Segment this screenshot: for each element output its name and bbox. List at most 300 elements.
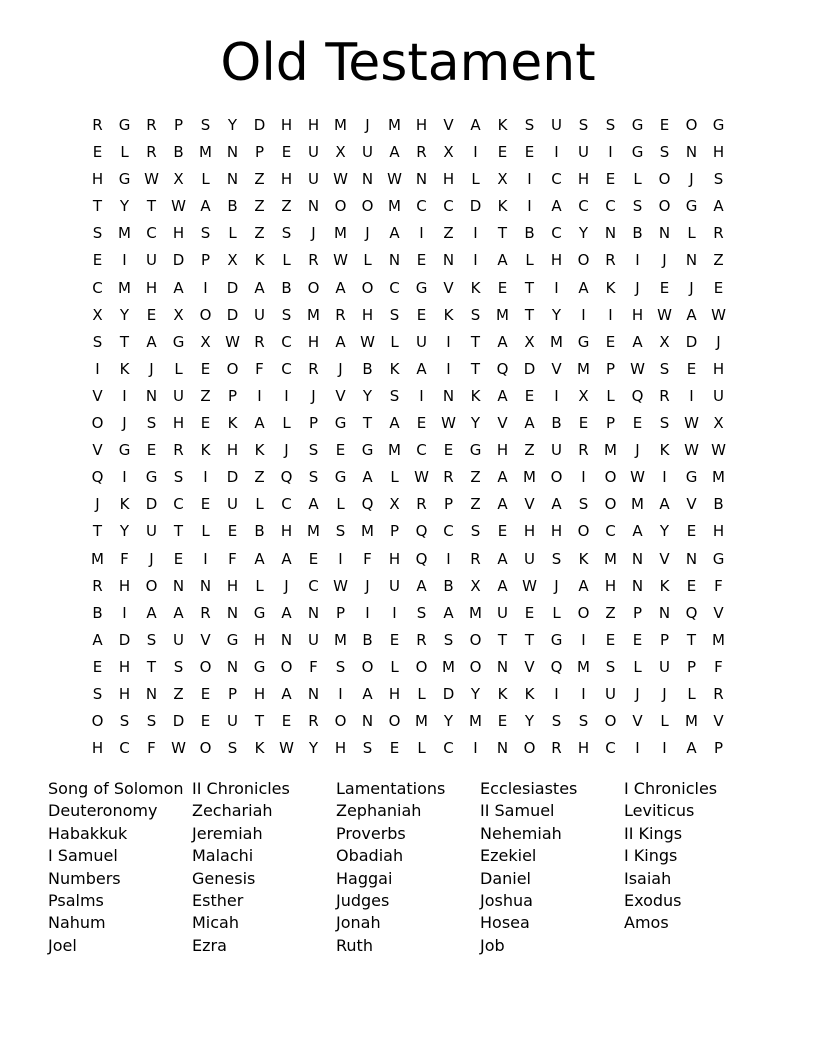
grid-letter: L: [255, 576, 264, 595]
grid-letter: U: [578, 143, 589, 162]
grid-letter: C: [605, 197, 616, 216]
grid-letter: A: [281, 684, 292, 703]
grid-letter: W: [414, 468, 429, 487]
grid-letter: C: [551, 170, 562, 189]
grid-letter: R: [605, 251, 616, 270]
grid-row: [84, 302, 732, 329]
grid-letter: I: [203, 468, 208, 487]
grid-letter: A: [173, 603, 184, 622]
grid-letter: U: [362, 143, 373, 162]
grid-letter: T: [470, 359, 481, 378]
grid-letter: X: [389, 495, 400, 514]
grid-letter: B: [551, 414, 562, 433]
grid-letter: E: [389, 739, 400, 758]
grid-letter: I: [554, 386, 559, 405]
word-list-item: Song of Solomon: [48, 779, 184, 798]
grid-row: [84, 546, 732, 573]
grid-letter: A: [92, 630, 103, 649]
grid-row: [84, 112, 732, 139]
grid-letter: V: [524, 495, 535, 514]
grid-letter: R: [308, 359, 319, 378]
word-list-item: Proverbs: [336, 823, 406, 843]
grid-row: [84, 437, 732, 464]
grid-letter: T: [92, 522, 103, 541]
grid-letter: E: [200, 359, 211, 378]
grid-letter: N: [226, 170, 239, 189]
grid-letter: J: [662, 684, 667, 703]
grid-letter: K: [254, 251, 265, 270]
word-list-item: Amos: [624, 913, 669, 933]
grid-letter: S: [173, 468, 184, 487]
grid-letter: C: [146, 224, 157, 243]
grid-letter: U: [146, 522, 157, 541]
grid-letter: K: [227, 414, 238, 433]
grid-letter: E: [524, 143, 535, 162]
grid-letter: G: [253, 657, 266, 676]
grid-letter: A: [470, 116, 481, 134]
grid-letter: A: [389, 143, 400, 162]
grid-letter: E: [416, 251, 427, 270]
grid-letter: S: [443, 630, 454, 649]
grid-row: [84, 681, 732, 708]
grid-letter: X: [173, 305, 184, 324]
grid-letter: V: [713, 603, 724, 622]
grid-letter: G: [118, 116, 131, 134]
grid-letter: Z: [470, 468, 481, 487]
grid-letter: W: [171, 739, 186, 758]
grid-letter: E: [659, 116, 670, 134]
grid-letter: R: [200, 603, 211, 622]
grid-letter: D: [226, 305, 239, 324]
grid-letter: U: [308, 170, 319, 189]
grid-letter: D: [145, 495, 158, 514]
grid-letter: K: [470, 278, 481, 297]
grid-letter: O: [550, 468, 563, 487]
grid-letter: H: [253, 630, 266, 649]
grid-letter: M: [199, 143, 212, 162]
word-list-item: Exodus: [624, 891, 682, 911]
grid-letter: G: [226, 630, 239, 649]
grid-letter: V: [686, 495, 697, 514]
grid-letter: I: [446, 549, 451, 568]
grid-letter: E: [686, 522, 697, 541]
grid-letter: L: [228, 224, 237, 243]
grid-letter: H: [172, 224, 185, 243]
grid-letter: U: [551, 441, 562, 460]
grid-letter: Z: [281, 197, 292, 216]
grid-letter: L: [201, 522, 210, 541]
grid-letter: W: [333, 170, 348, 189]
grid-letter: E: [389, 630, 400, 649]
grid-letter: U: [227, 495, 238, 514]
grid-letter: V: [92, 386, 103, 405]
grid-letter: E: [416, 305, 427, 324]
grid-letter: U: [308, 630, 319, 649]
grid-letter: Y: [119, 522, 130, 541]
word-column: [48, 778, 192, 957]
word-list-item: Zephaniah: [336, 801, 422, 821]
grid-letter: U: [146, 251, 157, 270]
grid-letter: M: [550, 332, 563, 351]
grid-letter: X: [200, 332, 211, 351]
grid-letter: A: [416, 359, 427, 378]
grid-letter: G: [172, 332, 185, 351]
grid-letter: J: [284, 576, 289, 595]
grid-letter: O: [388, 712, 401, 731]
grid-letter: D: [172, 712, 185, 731]
grid-letter: N: [415, 170, 428, 189]
grid-letter: T: [686, 630, 697, 649]
grid-letter: P: [605, 359, 616, 378]
word-list-item: Ruth: [336, 935, 373, 955]
grid-letter: S: [146, 630, 157, 649]
grid-letter: L: [660, 712, 669, 731]
grid-letter: G: [631, 143, 644, 162]
grid-letter: H: [118, 684, 131, 703]
grid-letter: L: [417, 684, 426, 703]
grid-letter: N: [307, 684, 320, 703]
grid-letter: K: [254, 441, 265, 460]
grid-letter: N: [226, 657, 239, 676]
grid-letter: P: [632, 603, 643, 622]
grid-letter: U: [254, 305, 265, 324]
grid-row: [84, 166, 732, 193]
grid-letter: T: [362, 414, 373, 433]
grid-letter: Z: [254, 170, 265, 189]
grid-letter: E: [200, 414, 211, 433]
grid-letter: A: [362, 468, 373, 487]
grid-letter: K: [119, 495, 130, 514]
grid-letter: I: [419, 224, 424, 243]
grid-letter: S: [281, 224, 292, 243]
grid-letter: W: [522, 576, 537, 595]
grid-letter: G: [415, 278, 428, 297]
grid-letter: Q: [496, 359, 509, 378]
grid-letter: U: [659, 657, 670, 676]
grid-letter: V: [200, 630, 211, 649]
grid-letter: J: [716, 332, 721, 351]
grid-letter: A: [281, 549, 292, 568]
word-column: [480, 778, 624, 957]
grid-letter: M: [118, 278, 131, 297]
grid-letter: O: [334, 197, 347, 216]
grid-letter: K: [659, 576, 670, 595]
grid-letter: Q: [415, 522, 428, 541]
grid-letter: A: [632, 332, 643, 351]
grid-letter: S: [92, 224, 103, 243]
grid-letter: I: [581, 468, 586, 487]
grid-letter: H: [118, 576, 131, 595]
grid-letter: H: [91, 170, 104, 189]
grid-letter: S: [605, 657, 616, 676]
word-list-item: I Chronicles: [624, 779, 718, 798]
grid-letter: I: [608, 305, 613, 324]
word-list-item: I Kings: [624, 846, 678, 866]
grid-letter: E: [605, 170, 616, 189]
grid-letter: K: [497, 116, 508, 134]
grid-letter: I: [122, 386, 127, 405]
grid-letter: H: [577, 170, 590, 189]
grid-letter: P: [227, 684, 238, 703]
grid-letter: N: [658, 224, 671, 243]
grid-letter: W: [711, 305, 726, 324]
word-list-item: Ezekiel: [480, 846, 537, 866]
grid-letter: N: [307, 603, 320, 622]
grid-letter: Y: [443, 712, 454, 731]
grid-letter: X: [524, 332, 535, 351]
grid-letter: V: [92, 441, 103, 460]
grid-letter: M: [334, 116, 347, 134]
grid-letter: D: [118, 630, 131, 649]
grid-letter: G: [685, 197, 698, 216]
grid-letter: X: [227, 251, 238, 270]
grid-letter: I: [581, 630, 586, 649]
grid-letter: H: [280, 522, 293, 541]
grid-letter: N: [631, 549, 644, 568]
grid-letter: V: [497, 414, 508, 433]
grid-letter: N: [361, 170, 374, 189]
grid-letter: O: [523, 739, 536, 758]
grid-letter: M: [442, 657, 455, 676]
grid-letter: J: [149, 549, 154, 568]
grid-letter: Z: [443, 224, 454, 243]
grid-letter: I: [581, 684, 586, 703]
word-list-item: Ecclesiastes: [480, 779, 578, 798]
grid-letter: C: [578, 197, 589, 216]
grid-letter: A: [578, 576, 589, 595]
grid-letter: G: [253, 603, 266, 622]
grid-letter: D: [253, 116, 266, 134]
grid-letter: A: [713, 197, 724, 216]
grid-letter: L: [282, 414, 291, 433]
grid-letter: U: [173, 386, 184, 405]
grid-letter: C: [443, 522, 454, 541]
grid-letter: H: [145, 278, 158, 297]
grid-letter: A: [362, 684, 373, 703]
letter-grid: [84, 112, 732, 762]
grid-letter: E: [146, 441, 157, 460]
grid-letter: I: [662, 468, 667, 487]
grid-letter: V: [335, 386, 346, 405]
grid-letter: H: [334, 739, 347, 758]
grid-letter: O: [199, 657, 212, 676]
grid-letter: L: [633, 170, 642, 189]
grid-letter: X: [92, 305, 103, 324]
grid-letter: I: [203, 278, 208, 297]
grid-letter: N: [172, 576, 185, 595]
grid-letter: F: [714, 576, 723, 595]
grid-letter: Y: [578, 224, 589, 243]
grid-letter: I: [257, 386, 262, 405]
grid-letter: W: [144, 170, 159, 189]
grid-letter: H: [415, 116, 428, 134]
grid-letter: I: [527, 197, 532, 216]
grid-letter: O: [91, 712, 104, 731]
word-list-item: Jeremiah: [192, 823, 263, 843]
word-list-item: Joel: [48, 935, 77, 955]
grid-letter: E: [308, 549, 319, 568]
grid-letter: S: [659, 143, 670, 162]
grid-letter: J: [662, 251, 667, 270]
grid-letter: M: [577, 359, 590, 378]
grid-letter: H: [280, 116, 293, 134]
grid-letter: A: [335, 332, 346, 351]
grid-letter: A: [281, 603, 292, 622]
grid-letter: N: [631, 576, 644, 595]
grid-letter: M: [388, 441, 401, 460]
grid-letter: K: [443, 305, 454, 324]
grid-letter: Y: [659, 522, 670, 541]
grid-letter: I: [365, 603, 370, 622]
grid-letter: D: [226, 468, 239, 487]
word-list-item: Genesis: [192, 868, 256, 888]
grid-letter: C: [551, 224, 562, 243]
grid-letter: H: [307, 116, 320, 134]
grid-letter: C: [119, 739, 130, 758]
grid-letter: T: [524, 630, 535, 649]
grid-letter: T: [470, 332, 481, 351]
grid-letter: T: [146, 197, 157, 216]
grid-row: [84, 247, 732, 274]
grid-letter: X: [578, 386, 589, 405]
word-list-item: Habakkuk: [48, 823, 128, 843]
grid-letter: E: [686, 359, 697, 378]
grid-letter: I: [446, 332, 451, 351]
grid-letter: E: [92, 657, 103, 676]
grid-letter: S: [308, 441, 319, 460]
grid-letter: F: [309, 657, 318, 676]
grid-letter: R: [308, 712, 319, 731]
grid-letter: L: [120, 143, 129, 162]
grid-letter: O: [577, 603, 590, 622]
grid-letter: N: [226, 603, 239, 622]
grid-letter: E: [173, 549, 184, 568]
grid-letter: Y: [524, 712, 535, 731]
grid-letter: E: [686, 576, 697, 595]
grid-letter: L: [363, 251, 372, 270]
grid-letter: H: [523, 522, 536, 541]
grid-row: [84, 491, 732, 518]
grid-letter: Q: [685, 603, 698, 622]
grid-letter: T: [146, 657, 157, 676]
grid-letter: A: [659, 495, 670, 514]
grid-letter: S: [470, 522, 481, 541]
grid-letter: J: [284, 441, 289, 460]
grid-letter: C: [281, 359, 292, 378]
grid-letter: A: [146, 332, 157, 351]
grid-letter: I: [635, 739, 640, 758]
grid-letter: A: [551, 495, 562, 514]
word-list-item: Ezra: [192, 935, 227, 955]
grid-letter: I: [554, 143, 559, 162]
grid-letter: S: [92, 684, 103, 703]
grid-letter: C: [605, 522, 616, 541]
grid-letter: T: [173, 522, 184, 541]
grid-letter: A: [416, 576, 427, 595]
grid-letter: E: [659, 278, 670, 297]
grid-letter: F: [255, 359, 264, 378]
grid-letter: M: [91, 549, 104, 568]
grid-letter: A: [686, 739, 697, 758]
grid-letter: R: [335, 305, 346, 324]
grid-letter: M: [307, 522, 320, 541]
grid-letter: J: [311, 386, 316, 405]
grid-letter: D: [172, 251, 185, 270]
word-list: [48, 778, 768, 957]
grid-letter: C: [443, 739, 454, 758]
grid-letter: W: [333, 251, 348, 270]
grid-letter: E: [200, 684, 211, 703]
grid-letter: Y: [119, 305, 130, 324]
grid-letter: A: [497, 468, 508, 487]
word-list-item: II Samuel: [480, 801, 555, 821]
grid-letter: E: [92, 143, 103, 162]
grid-letter: K: [659, 441, 670, 460]
grid-letter: T: [254, 712, 265, 731]
grid-letter: I: [338, 684, 343, 703]
grid-letter: N: [145, 684, 158, 703]
grid-letter: E: [227, 522, 238, 541]
grid-letter: X: [443, 143, 454, 162]
grid-letter: R: [416, 495, 427, 514]
word-list-item: Isaiah: [624, 868, 672, 888]
grid-letter: Z: [254, 468, 265, 487]
word-list-item: Zechariah: [192, 801, 273, 821]
grid-letter: W: [387, 170, 402, 189]
grid-letter: I: [392, 603, 397, 622]
grid-letter: Y: [227, 116, 238, 134]
grid-letter: L: [417, 739, 426, 758]
grid-letter: I: [203, 549, 208, 568]
grid-letter: A: [146, 603, 157, 622]
grid-letter: W: [657, 305, 672, 324]
grid-letter: E: [200, 495, 211, 514]
grid-letter: J: [122, 414, 127, 433]
grid-letter: J: [95, 495, 100, 514]
grid-letter: M: [712, 630, 725, 649]
grid-letter: D: [442, 684, 455, 703]
grid-letter: I: [635, 251, 640, 270]
grid-letter: R: [92, 116, 103, 134]
grid-letter: W: [279, 739, 294, 758]
grid-letter: R: [308, 251, 319, 270]
grid-letter: Y: [119, 197, 130, 216]
grid-letter: O: [577, 251, 590, 270]
grid-letter: S: [92, 332, 103, 351]
grid-letter: O: [604, 495, 617, 514]
grid-letter: Z: [254, 197, 265, 216]
grid-letter: J: [149, 359, 154, 378]
grid-letter: L: [687, 224, 696, 243]
grid-letter: C: [281, 332, 292, 351]
grid-letter: A: [443, 603, 454, 622]
grid-letter: J: [365, 224, 370, 243]
grid-letter: P: [605, 414, 616, 433]
grid-letter: X: [659, 332, 670, 351]
word-list-item: Malachi: [192, 846, 254, 866]
grid-letter: E: [524, 386, 535, 405]
word-list-item: Job: [480, 935, 505, 955]
grid-row: [84, 356, 732, 383]
grid-letter: A: [173, 278, 184, 297]
grid-letter: M: [334, 630, 347, 649]
grid-letter: E: [92, 251, 103, 270]
grid-row: [84, 193, 732, 220]
grid-letter: L: [687, 684, 696, 703]
grid-row: [84, 220, 732, 247]
word-list-item: Esther: [192, 891, 244, 911]
grid-letter: N: [199, 576, 212, 595]
